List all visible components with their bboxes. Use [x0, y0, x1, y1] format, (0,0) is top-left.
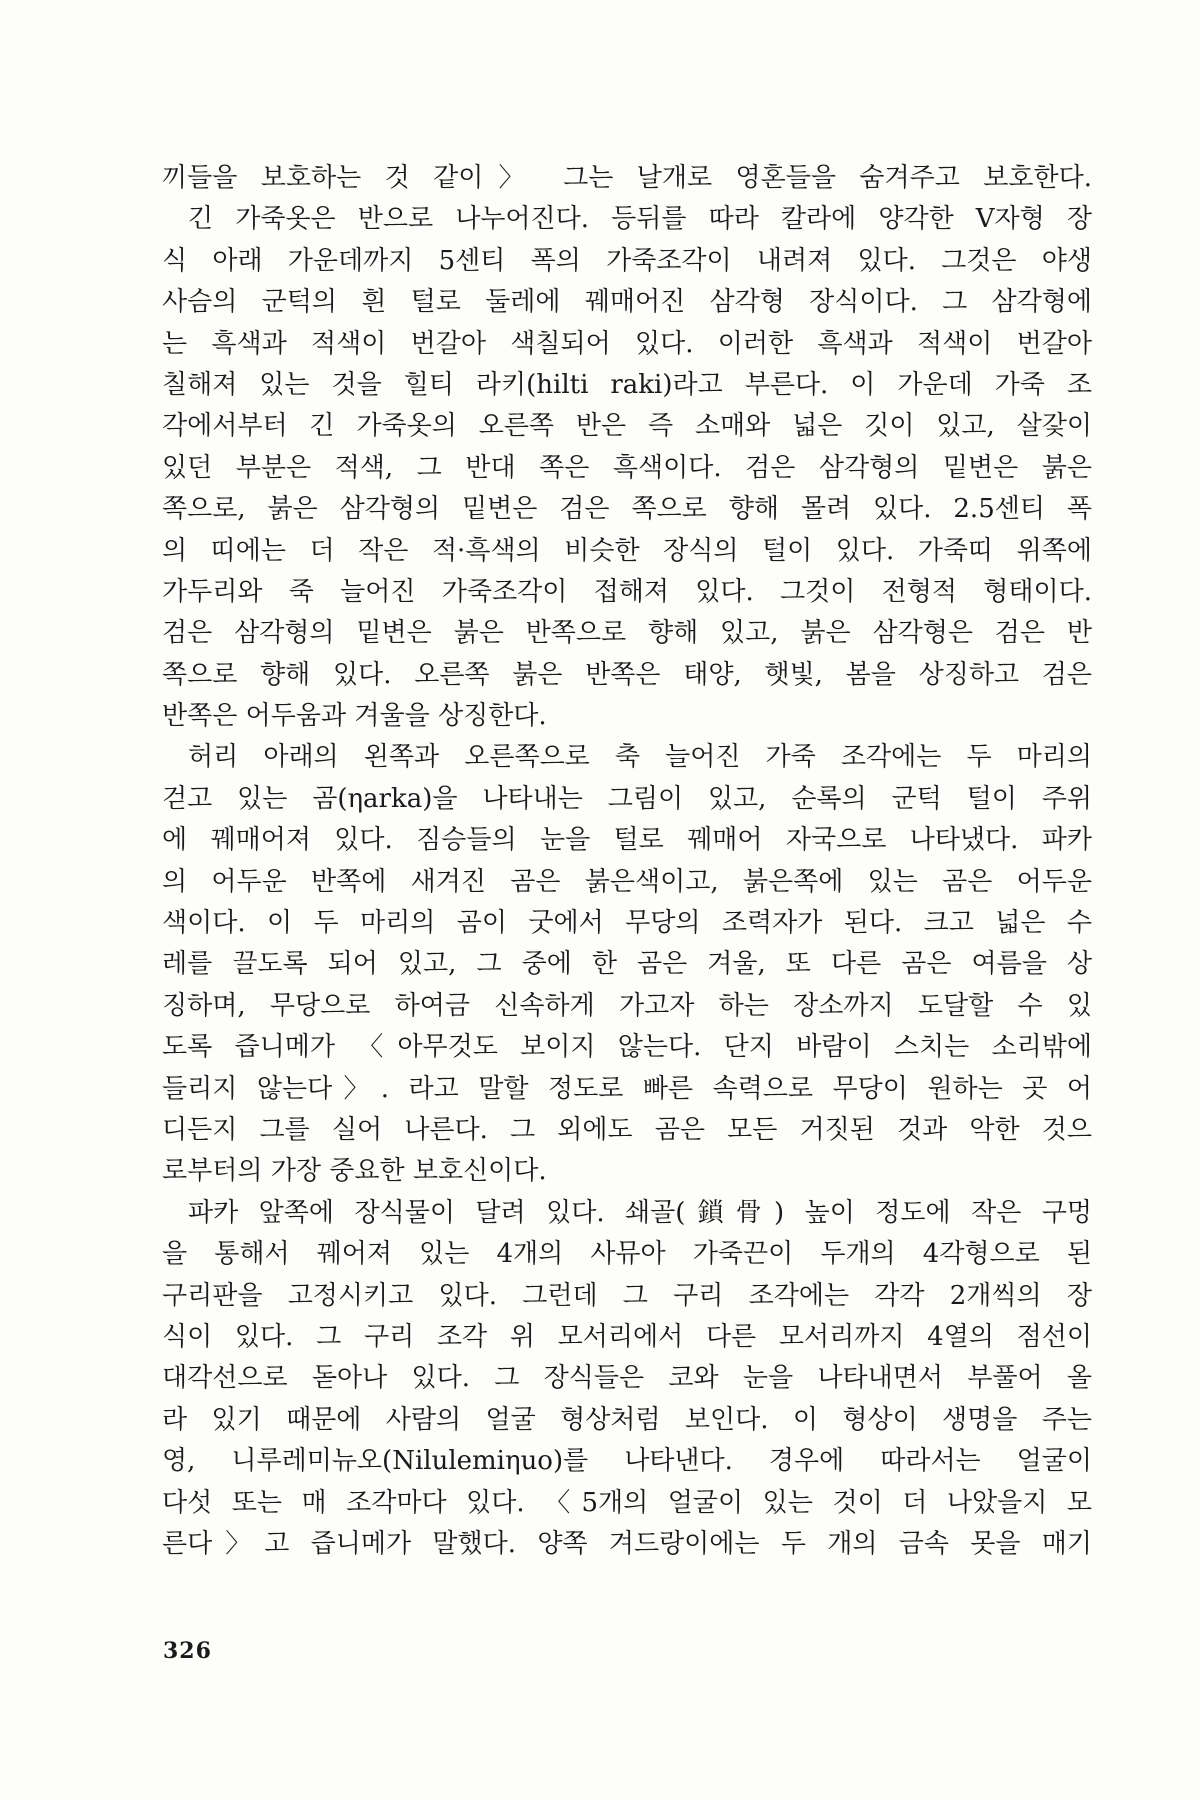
text-line: 영, 니루레미뉴오(Nilulemiηuo)를 나타낸다. 경우에 따라서는 얼굴이	[162, 1446, 1092, 1477]
text-line: 대각선으로 돋아나 있다. 그 장식들은 코와 눈을 나타내면서 부풀어 올	[162, 1363, 1092, 1394]
body-text	[162, 158, 1092, 1565]
text-line: 쪽으로 향해 있다. 오른쪽 붉은 반쪽은 태양, 햇빛, 봄을 상징하고 검은	[162, 659, 1092, 690]
text-line: 파카 앞쪽에 장식물이 달려 있다. 쇄골(鎖骨) 높이 정도에 작은 구멍	[188, 1197, 1092, 1228]
text-line: 의 어두운 반쪽에 새겨진 곰은 붉은색이고, 붉은쪽에 있는 곰은 어두운	[162, 866, 1092, 897]
text-line: 가두리와 죽 늘어진 가죽조각이 접해져 있다. 그것이 전형적 형태이다.	[162, 576, 1092, 607]
text-line: 허리 아래의 왼쪽과 오른쪽으로 축 늘어진 가죽 조각에는 두 마리의	[188, 742, 1092, 773]
text-line: 식 아래 가운데까지 5센티 폭의 가죽조각이 내려져 있다. 그것은 야생	[162, 245, 1092, 276]
text-line: 로부터의 가장 중요한 보호신이다.	[162, 1156, 547, 1187]
text-line: 각에서부터 긴 가죽옷의 오른쪽 반은 즉 소매와 넓은 깃이 있고, 살갗이	[162, 411, 1092, 442]
text-line: 도록 즙니메가 〈아무것도 보이지 않는다. 단지 바람이 스치는 소리밖에	[162, 1032, 1092, 1063]
text-line: 레를 끌도록 되어 있고, 그 중에 한 곰은 겨울, 또 다른 곰은 여름을 상	[162, 949, 1092, 980]
text-line: 끼들을 보호하는 것 같이〉 그는 날개로 영혼들을 숨겨주고 보호한다.	[162, 163, 1092, 193]
text-line: 걷고 있는 곰(ηarka)을 나타내는 그림이 있고, 순록의 군턱 털이 주위	[162, 783, 1092, 814]
text-line: 에 꿰매어져 있다. 짐승들의 눈을 털로 꿰매어 자국으로 나타냈다. 파카	[162, 825, 1092, 856]
text-line: 른다〉고 즙니메가 말했다. 양쪽 겨드랑이에는 두 개의 금속 못을 매기	[162, 1528, 1092, 1559]
text-line: 식이 있다. 그 구리 조각 위 모서리에서 다른 모서리까지 4열의 점선이	[162, 1321, 1092, 1352]
text-line: 구리판을 고정시키고 있다. 그런데 그 구리 조각에는 각각 2개씩의 장	[162, 1280, 1092, 1311]
text-line: 검은 삼각형의 밑변은 붉은 반쪽으로 향해 있고, 붉은 삼각형은 검은 반	[162, 618, 1092, 649]
text-line: 있던 부분은 적색, 그 반대 쪽은 흑색이다. 검은 삼각형의 밑변은 붉은	[162, 452, 1092, 483]
text-line: 칠해져 있는 것을 힐티 라키(hilti raki)라고 부른다. 이 가운데 가죽 조	[162, 369, 1092, 400]
text-line: 을 통해서 꿰어져 있는 4개의 사뮤아 가죽끈이 두개의 4각형으로 된	[162, 1239, 1092, 1270]
text-line: 의 띠에는 더 작은 적·흑색의 비슷한 장식의 털이 있다. 가죽띠 위쪽에	[162, 535, 1092, 566]
text-line: 는 흑색과 적색이 번갈아 색칠되어 있다. 이러한 흑색과 적색이 번갈아	[162, 328, 1092, 359]
text-line: 사슴의 군턱의 흰 털로 둘레에 꿰매어진 삼각형 장식이다. 그 삼각형에	[162, 287, 1092, 318]
text-line: 쪽으로, 붉은 삼각형의 밑변은 검은 쪽으로 향해 몰려 있다. 2.5센티 폭	[162, 494, 1092, 525]
text-line: 긴 가죽옷은 반으로 나누어진다. 등뒤를 따라 칼라에 양각한 V자형 장	[188, 204, 1092, 235]
text-line: 디든지 그를 실어 나른다. 그 외에도 곰은 모든 거짓된 것과 악한 것으	[162, 1114, 1092, 1145]
text-line: 색이다. 이 두 마리의 곰이 굿에서 무당의 조력자가 된다. 크고 넓은 수	[162, 908, 1092, 939]
text-line: 징하며, 무당으로 하여금 신속하게 가고자 하는 장소까지 도달할 수 있	[162, 990, 1092, 1021]
text-line: 반쪽은 어두움과 겨울을 상징한다.	[162, 701, 547, 732]
text-line: 라 있기 때문에 사람의 얼굴 형상처럼 보인다. 이 형상이 생명을 주는	[162, 1404, 1092, 1435]
text-line: 다섯 또는 매 조각마다 있다. 〈5개의 얼굴이 있는 것이 더 나았을지 모	[162, 1487, 1092, 1518]
page-number: 326	[163, 1638, 212, 1664]
text-line: 들리지 않는다〉. 라고 말할 정도로 빠른 속력으로 무당이 원하는 곳 어	[162, 1073, 1092, 1104]
